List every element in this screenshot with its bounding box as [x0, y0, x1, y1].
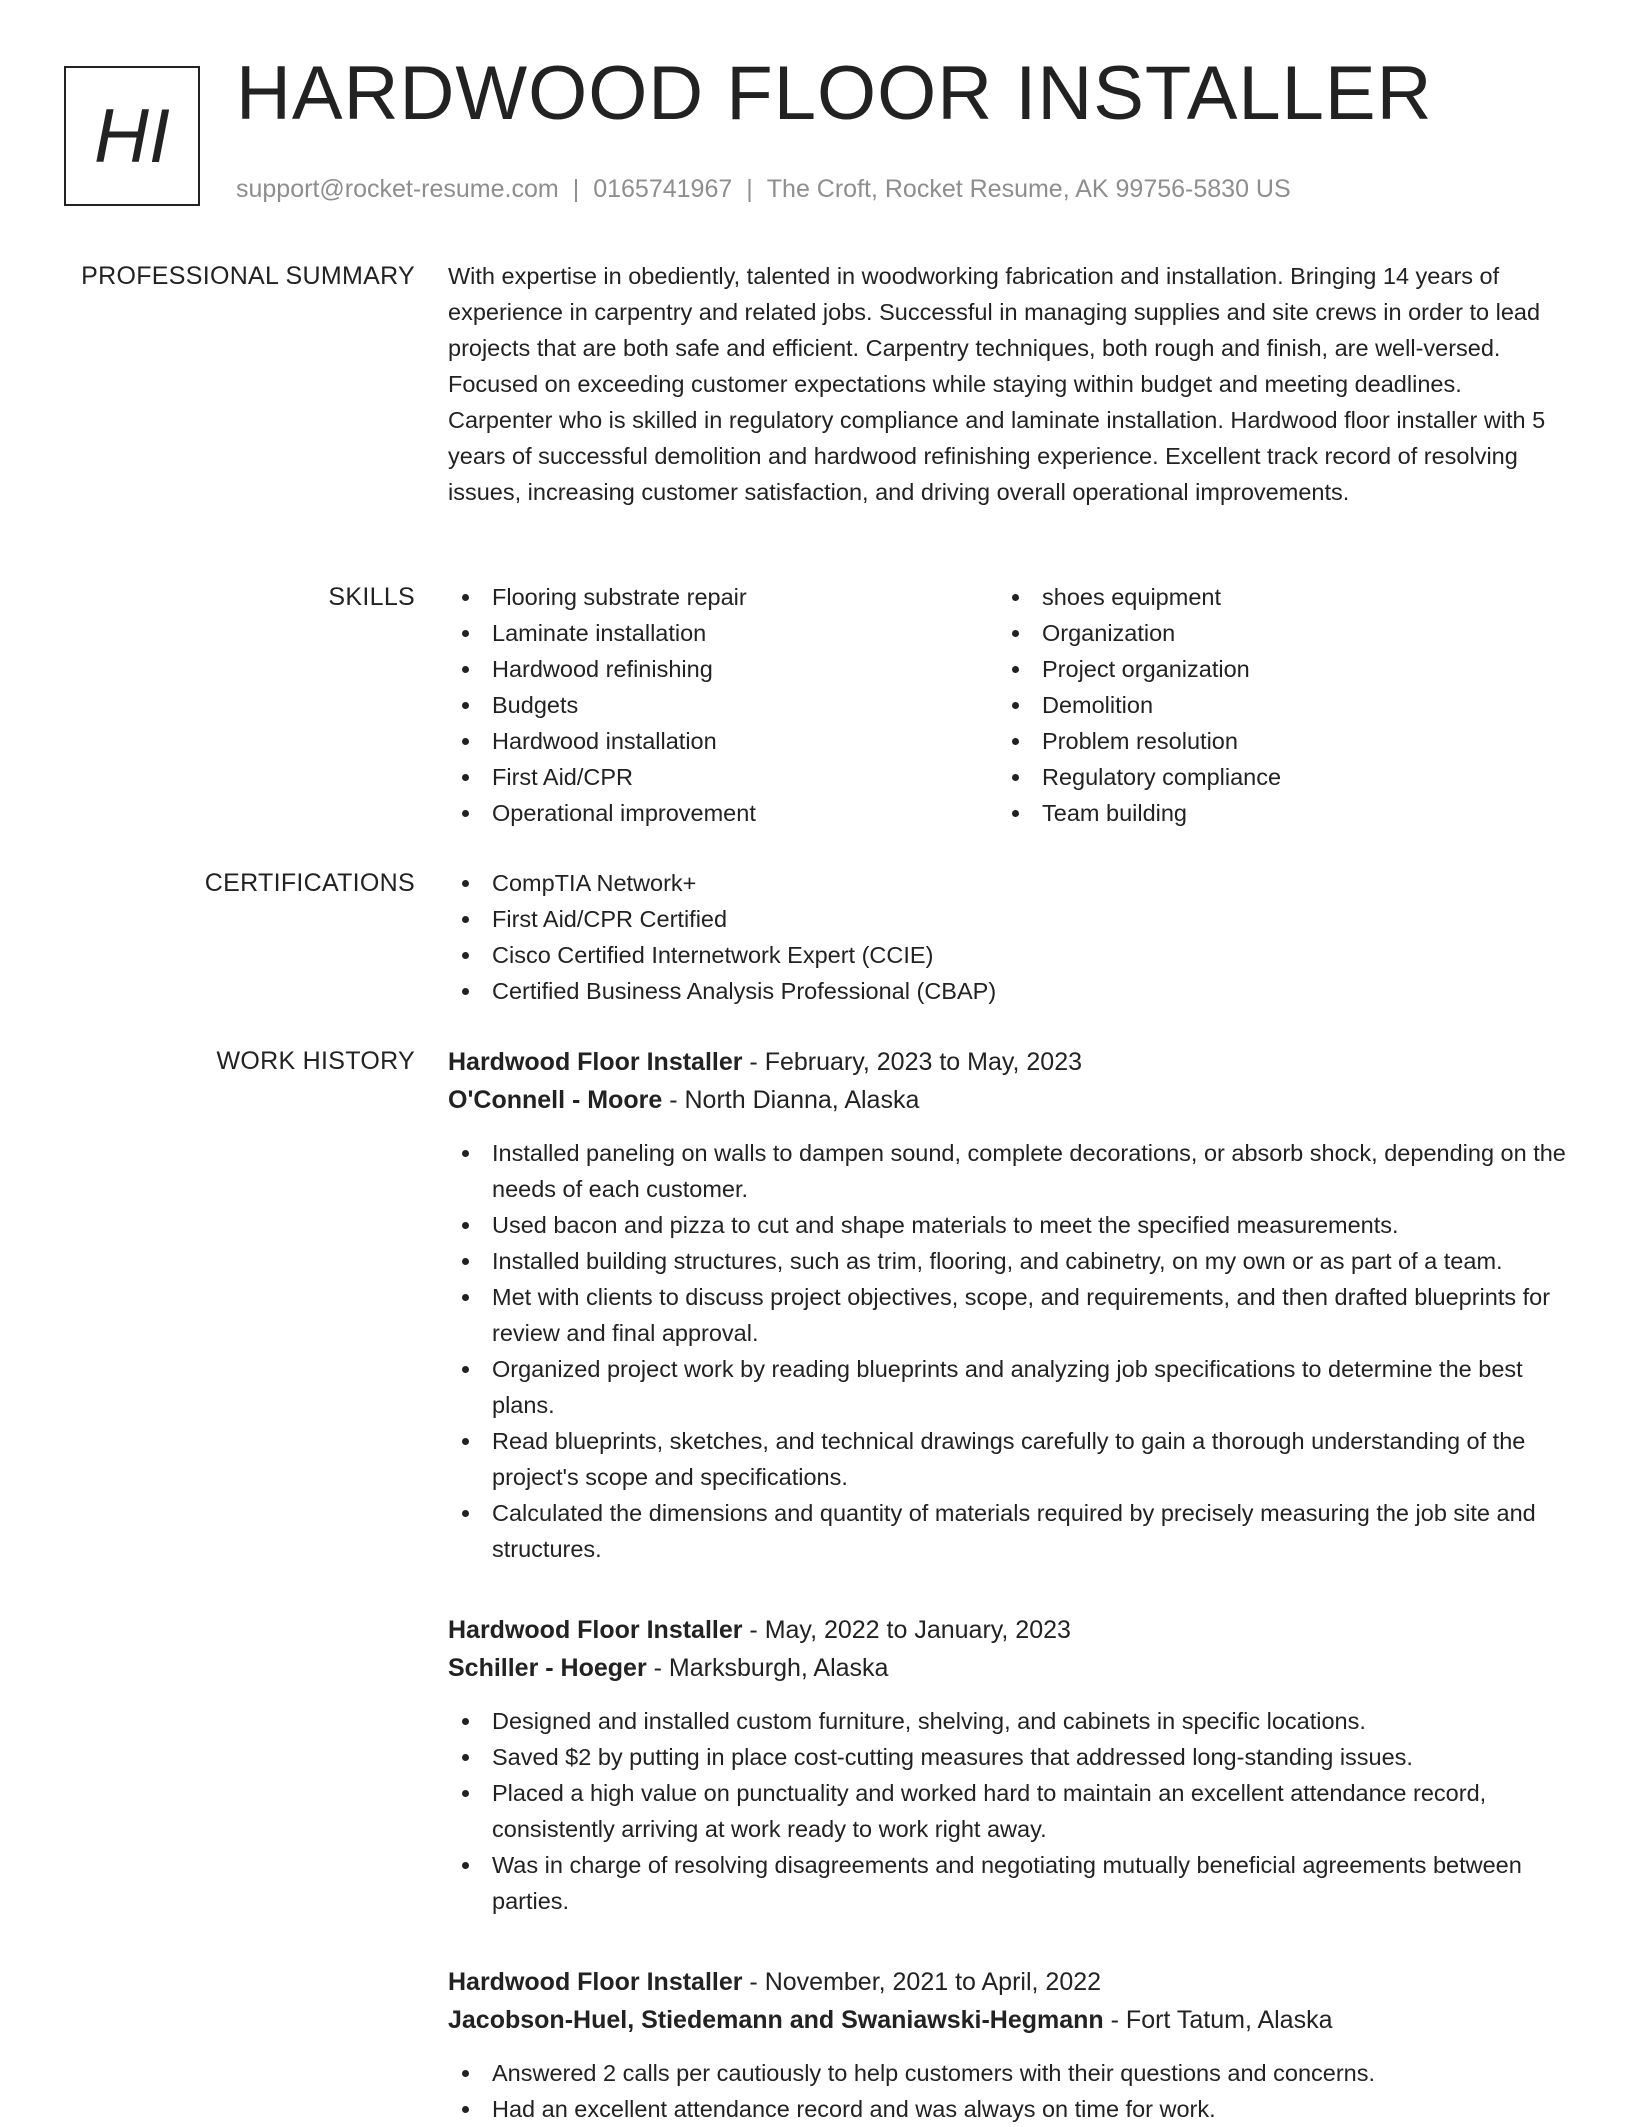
job-company: Schiller - Hoeger: [448, 1654, 647, 1682]
certifications-body: [448, 865, 1570, 1009]
job-company: O'Connell - Moore: [448, 1086, 663, 1114]
section-heading-work-history: WORK HISTORY: [216, 1047, 415, 1075]
job-title-line: [448, 1963, 1570, 2001]
skill-item: Operational improvement: [448, 795, 998, 831]
skills-list-right: [998, 579, 1548, 831]
contact-email[interactable]: support@rocket-resume.com: [236, 175, 559, 203]
job-duty-item: Answered 2 calls per cautiously to help customers with their questions and concerns.: [448, 2055, 1570, 2091]
job-title-line: [448, 1043, 1570, 1081]
job-duty-item: Organized project work by reading blueprints and analyzing job specifications to determine the best plans.: [448, 1351, 1570, 1423]
skill-item: Team building: [998, 795, 1548, 831]
contact-separator: |: [746, 175, 753, 203]
skill-item: Organization: [998, 615, 1548, 651]
job-duty-item: Used bacon and pizza to cut and shape materials to meet the specified measurements.: [448, 1207, 1570, 1243]
job-entry: [448, 1043, 1570, 1567]
job-duty-item: Installed building structures, such as trim, flooring, and cabinetry, on my own or as part of a team.: [448, 1243, 1570, 1279]
job-location: - Marksburgh, Alaska: [646, 1654, 889, 1682]
job-duty-item: Was in charge of resolving disagreements and negotiating mutually beneficial agreements between parties.: [448, 1847, 1570, 1919]
job-duties-list: [448, 1703, 1570, 1919]
summary-body: [448, 258, 1570, 510]
work-history-body: [448, 1043, 1570, 2127]
job-entry: [448, 1611, 1570, 1919]
section-heading-certifications: CERTIFICATIONS: [204, 869, 415, 897]
skill-item: Budgets: [448, 687, 998, 723]
job-title: Hardwood Floor Installer: [448, 1968, 743, 1996]
certification-item: Cisco Certified Internetwork Expert (CCIE): [448, 937, 1570, 973]
job-company-line: [448, 1081, 1570, 1119]
job-entry: [448, 1963, 1570, 2127]
job-title-line: [448, 1611, 1570, 1649]
certification-item: Certified Business Analysis Professional (CBAP): [448, 973, 1570, 1009]
skill-item: Demolition: [998, 687, 1548, 723]
job-dates: - February, 2023 to May, 2023: [742, 1048, 1083, 1076]
skill-item: First Aid/CPR: [448, 759, 998, 795]
monogram-initials: HI: [94, 93, 170, 179]
skills-body: [448, 579, 1570, 831]
certification-item: CompTIA Network+: [448, 865, 1570, 901]
skill-item: shoes equipment: [998, 579, 1548, 615]
summary-text: With expertise in obediently, talented in woodworking fabrication and installation. Bringing 14 years of experience in carpentry and related jobs. Successful in managing supplies and site crews in order to lead projects that are both safe and efficient. Carpentry techniques, both rough and finish, are well-versed. Focused on exceeding customer expectations while staying within budget and meeting deadlines. Carpenter who is skilled in regulatory compliance and laminate installation. Hardwood floor installer with 5 years of successful demolition and hardwood refinishing experience. Excellent track record of resolving issues, increasing customer satisfaction, and driving overall operational improvements.: [448, 263, 1546, 505]
job-duty-item: Met with clients to discuss project objectives, scope, and requirements, and then drafted blueprints for review and final approval.: [448, 1279, 1570, 1351]
job-location: - Fort Tatum, Alaska: [1103, 2006, 1333, 2034]
job-duty-item: Had an excellent attendance record and was always on time for work.: [448, 2091, 1570, 2127]
resume-title: HARDWOOD FLOOR INSTALLER: [236, 51, 1433, 136]
job-title: Hardwood Floor Installer: [448, 1616, 743, 1644]
skill-item: Project organization: [998, 651, 1548, 687]
job-company: Jacobson-Huel, Stiedemann and Swaniawski-Hegmann: [448, 2006, 1104, 2034]
monogram-logo: [64, 66, 200, 206]
certifications-list: [448, 865, 1570, 1009]
job-company-line: [448, 2001, 1570, 2039]
job-company-line: [448, 1649, 1570, 1687]
job-title: Hardwood Floor Installer: [448, 1048, 743, 1076]
job-duty-item: Calculated the dimensions and quantity of materials required by precisely measuring the job site and structures.: [448, 1495, 1570, 1567]
skills-list-left: [448, 579, 998, 831]
skill-item: Flooring substrate repair: [448, 579, 998, 615]
job-duties-list: [448, 2055, 1570, 2127]
skill-item: Regulatory compliance: [998, 759, 1548, 795]
certification-item: First Aid/CPR Certified: [448, 901, 1570, 937]
job-duty-item: Read blueprints, sketches, and technical drawings carefully to gain a thorough understanding of the project's scope and specifications.: [448, 1423, 1570, 1495]
skill-item: Problem resolution: [998, 723, 1548, 759]
section-heading-skills: SKILLS: [328, 583, 415, 611]
section-heading-summary: PROFESSIONAL SUMMARY: [81, 262, 415, 290]
job-location: - North Dianna, Alaska: [662, 1086, 920, 1114]
skill-item: Laminate installation: [448, 615, 998, 651]
job-duty-item: Saved $2 by putting in place cost-cutting measures that addressed long-standing issues.: [448, 1739, 1570, 1775]
job-dates: - May, 2022 to January, 2023: [742, 1616, 1071, 1644]
job-dates: - November, 2021 to April, 2022: [742, 1968, 1102, 1996]
job-duty-item: Installed paneling on walls to dampen sound, complete decorations, or absorb shock, depending on the needs of each customer.: [448, 1135, 1570, 1207]
skill-item: Hardwood refinishing: [448, 651, 998, 687]
job-duty-item: Placed a high value on punctuality and worked hard to maintain an excellent attendance record, consistently arriving at work ready to work right away.: [448, 1775, 1570, 1847]
job-duty-item: Designed and installed custom furniture, shelving, and cabinets in specific locations.: [448, 1703, 1570, 1739]
contact-address: The Croft, Rocket Resume, AK 99756-5830 US: [766, 175, 1291, 203]
job-duties-list: [448, 1135, 1570, 1567]
contact-phone[interactable]: 0165741967: [593, 175, 733, 203]
contact-line: [236, 175, 1291, 204]
contact-separator: |: [572, 175, 580, 203]
skill-item: Hardwood installation: [448, 723, 998, 759]
